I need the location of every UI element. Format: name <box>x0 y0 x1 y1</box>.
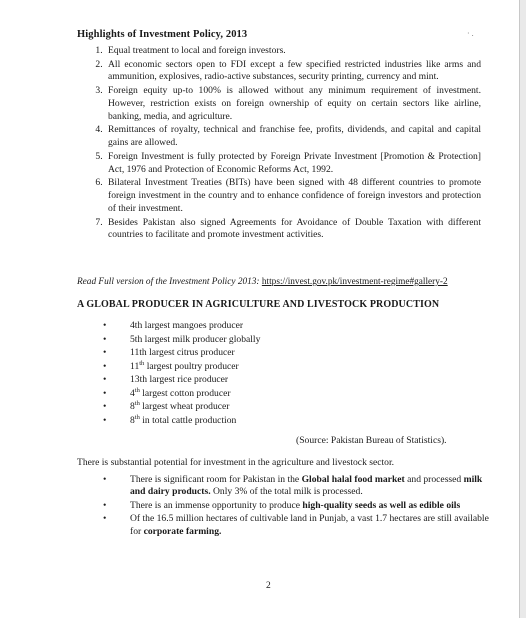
bullet-icon: • <box>103 320 107 331</box>
potential-item: • Of the 16.5 million hectares of cultivable land in Punjab, a vast 1.7 hectares are still available for corporate farming. <box>103 513 489 537</box>
producer-stat-item: • 11th largest poultry producer <box>103 359 239 372</box>
policy-item: 5. Foreign Investment is fully protected by Foreign Private Investment [Promotion & Protection] Act, 1976 and Protection of Economic Reforms Act, 1992. <box>105 151 481 176</box>
policy-item: 1. Equal treatment to local and foreign investors. <box>105 45 481 58</box>
source-note: (Source: Pakistan Bureau of Statistics). <box>296 435 447 446</box>
potential-list <box>103 474 492 539</box>
producer-stat-item: • 4th largest mangoes producer <box>103 320 244 331</box>
bullet-icon: • <box>103 474 107 485</box>
bullet-icon: • <box>103 333 107 345</box>
policy-item: 3. Foreign equity up-to 100% is allowed without any minimum requirement of investment. However, restriction exists on foreign ownership of equity on certain sectors like airline, banking, media, and agriculture. <box>105 85 481 123</box>
policy-item: 6. Bilateral Investment Treaties (BITs) have been signed with 48 different countries to promote foreign investment in the country and to enhance confidence of foreign investors and protection of their investment. <box>105 177 481 215</box>
producer-stat-item: • 4th largest cotton producer <box>103 386 231 399</box>
policy-item: 4. Remittances of royalty, technical and franchise fee, profits, dividends, and capital and capital gains are allowed. <box>105 124 481 149</box>
corner-mark: · . <box>467 29 474 38</box>
bullet-icon: • <box>103 401 107 412</box>
producer-stat-item: • 8th largest wheat producer <box>103 400 230 412</box>
read-full-label: Read Full version of the Investment Policy 2013: <box>77 277 260 287</box>
policy-item: 7. Besides Pakistan also signed Agreements for Avoidance of Double Taxation with different countries to facilitate and promote investment activities. <box>105 217 481 242</box>
bullet-icon: • <box>103 499 107 511</box>
bullet-icon: • <box>103 414 107 426</box>
policy-list <box>93 45 481 243</box>
bullet-icon: • <box>103 360 107 372</box>
potential-item: • There is an immense opportunity to produce high-quality seeds as well as edible oils <box>103 499 461 511</box>
bullet-icon: • <box>103 387 107 399</box>
potential-item: • There is significant room for Pakistan in the Global halal food market and processed milk and dairy products. Only 3% of the total milk is processed. <box>103 474 483 498</box>
page-number: 2 <box>266 581 271 591</box>
bullet-icon: • <box>103 347 107 358</box>
producer-stat-item: • 13th largest rice producer <box>103 374 229 385</box>
producer-stat-item: • 8th in total cattle production <box>103 413 237 426</box>
policy-heading: Highlights of Investment Policy, 2013 <box>77 29 248 40</box>
bullet-icon: • <box>103 513 107 525</box>
producer-stats-list <box>103 319 390 427</box>
potential-paragraph: There is substantial potential for investment in the agriculture and livestock sector. <box>77 457 395 468</box>
read-full-line <box>77 277 477 287</box>
investment-policy-link[interactable]: https://invest.gov.pk/investment-regime#gallery-2 <box>261 277 448 287</box>
bullet-icon: • <box>103 374 107 385</box>
section-heading: A GLOBAL PRODUCER IN AGRICULTURE AND LIVESTOCK PRODUCTION <box>77 299 440 310</box>
producer-stat-item: • 5th largest milk producer globally <box>103 333 261 345</box>
policy-item: 2. All economic sectors open to FDI except a few specified restricted industries like arms and ammunition, explosives, radio-active substances, security printing, currency and mint. <box>105 59 481 84</box>
producer-stat-item: • 11th largest citrus producer <box>103 347 235 358</box>
